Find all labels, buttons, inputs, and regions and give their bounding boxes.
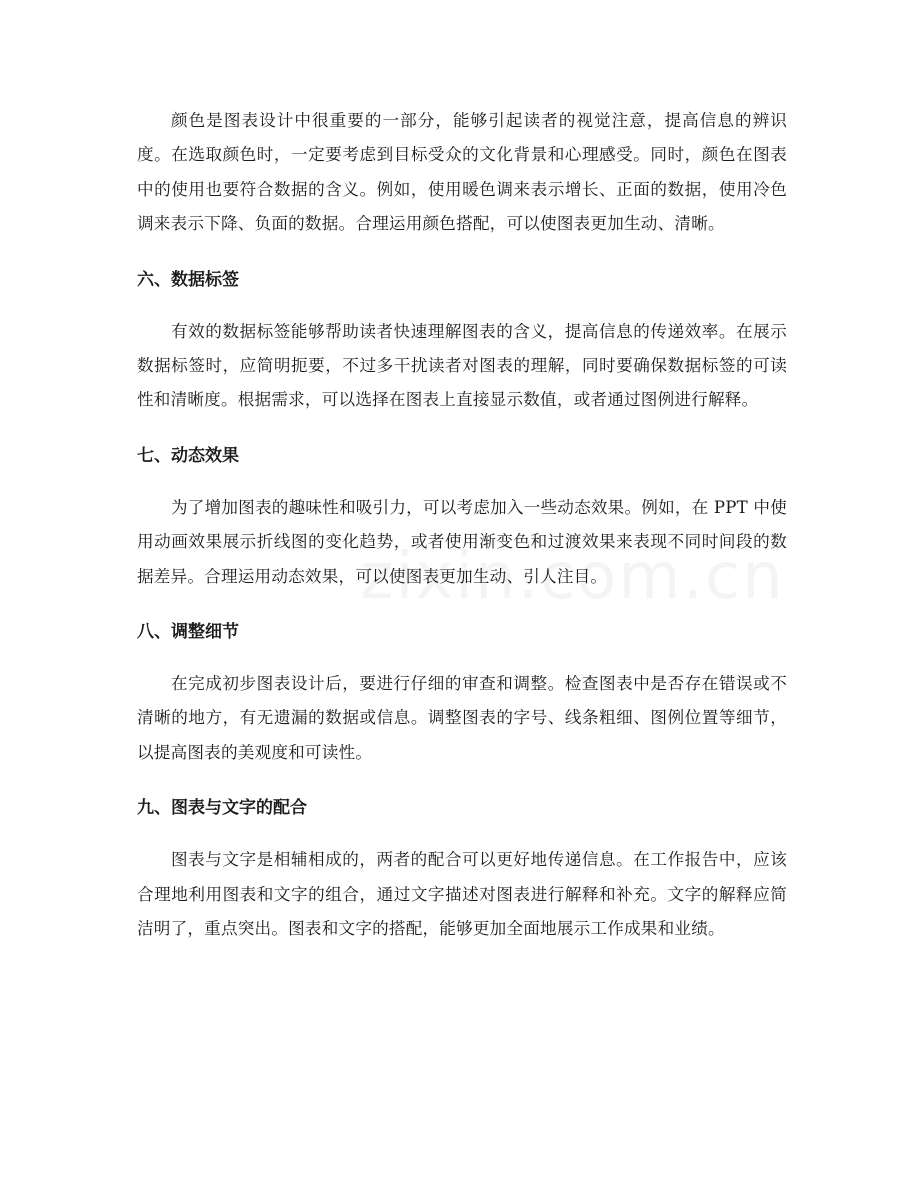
heading-chart-text-combo: 九、图表与文字的配合 <box>137 798 307 819</box>
paragraph-animation: 为了增加图表的趣味性和吸引力，可以考虑加入一些动态效果。例如，在 PPT 中使用动画效果展示折线图的变化趋势，或者使用渐变色和过渡效果来表现不同时间段的数据差异。合理运用动态效果，可以使图表更加生动、引人注目。 <box>137 497 787 586</box>
heading-data-labels: 六、数据标签 <box>137 269 239 290</box>
heading-animation: 七、动态效果 <box>137 445 239 466</box>
heading-adjust-details: 八、调整细节 <box>137 622 239 643</box>
paragraph-chart-text-combo: 图表与文字是相辅相成的，两者的配合可以更好地传递信息。在工作报告中，应该合理地利用图表和文字的组合，通过文字描述对图表进行解释和补充。文字的解释应简洁明了，重点突出。图表和文字的搭配，能够更加全面地展示工作成果和业绩。 <box>137 850 787 939</box>
paragraph-data-labels: 有效的数据标签能够帮助读者快速理解图表的含义，提高信息的传递效率。在展示数据标签时，应简明扼要，不过多干扰读者对图表的理解，同时要确保数据标签的可读性和清晰度。根据需求，可以选择在图表上直接显示数值，或者通过图例进行解释。 <box>137 321 787 410</box>
paragraph-adjust-details: 在完成初步图表设计后，要进行仔细的审查和调整。检查图表中是否存在错误或不清晰的地方，有无遗漏的数据或信息。调整图表的字号、线条粗细、图例位置等细节，以提高图表的美观度和可读性。 <box>137 674 787 762</box>
paragraph-color-usage: 颜色是图表设计中很重要的一部分，能够引起读者的视觉注意，提高信息的辨识度。在选取颜色时，一定要考虑到目标受众的文化背景和心理感受。同时，颜色在图表中的使用也要符合数据的含义。例如，使用暖色调来表示增长、正面的数据，使用冷色调来表示下降、负面的数据。合理运用颜色搭配，可以使图表更加生动、清晰。 <box>137 111 787 234</box>
document-page <box>137 104 787 947</box>
